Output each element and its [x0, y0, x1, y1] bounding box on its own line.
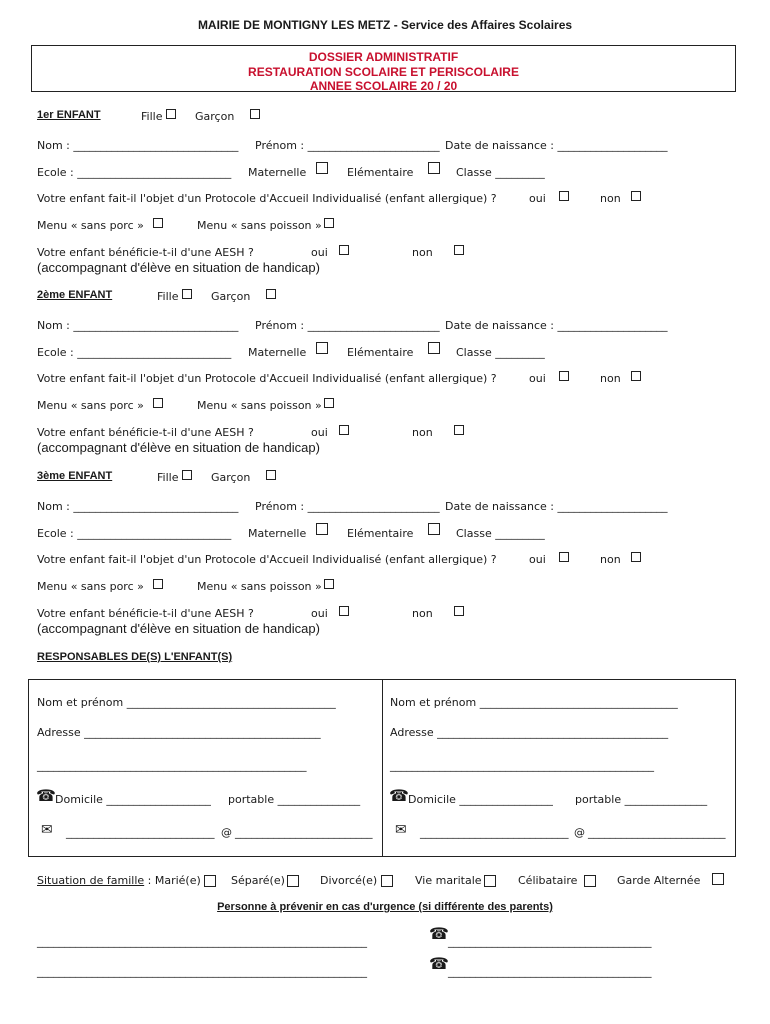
elementaire-label: Elémentaire — [347, 346, 414, 359]
sans-poisson-label: Menu « sans poisson » — [197, 580, 322, 593]
header-box — [31, 45, 736, 92]
prenom-field[interactable]: Prénom : ________________________ — [255, 319, 440, 332]
responsables-divider — [382, 679, 383, 857]
pai-oui-label: oui — [529, 553, 546, 566]
resp2-adresse2-field[interactable]: ________________________________________________ — [390, 759, 654, 772]
sans-poisson-checkbox[interactable] — [324, 579, 334, 589]
resp1-adresse-field[interactable]: Adresse ___________________________________________ — [37, 726, 321, 739]
aesh-question: Votre enfant bénéficie-t-il d'une AESH ? — [37, 607, 254, 620]
header-line-2: RESTAURATION SCOLAIRE ET PERISCOLAIRE — [248, 65, 519, 79]
classe-field[interactable]: Classe _________ — [456, 346, 545, 359]
page-title: MAIRIE DE MONTIGNY LES METZ - Service des Affaires Scolaires — [197, 18, 573, 32]
resp1-adresse2-field[interactable]: _________________________________________________ — [37, 759, 307, 772]
aesh-oui-checkbox[interactable] — [339, 606, 349, 616]
resp2-domicile-field[interactable]: Domicile _________________ — [408, 793, 553, 806]
pai-oui-label: oui — [529, 192, 546, 205]
aesh-note: (accompagnant d'élève en situation de handicap) — [37, 440, 320, 455]
famille-vie-maritale-label: Vie maritale — [415, 874, 482, 887]
pai-non-checkbox[interactable] — [631, 191, 641, 201]
resp2-adresse-field[interactable]: Adresse __________________________________________ — [390, 726, 669, 739]
sans-poisson-label: Menu « sans poisson » — [197, 219, 322, 232]
aesh-oui-label: oui — [311, 246, 328, 259]
resp2-nom-field[interactable]: Nom et prénom ____________________________________ — [390, 696, 678, 709]
telephone-icon: ☎ — [389, 786, 409, 805]
resp2-email-at: @ — [574, 826, 585, 839]
pai-question: Votre enfant fait-il l'objet d'un Protocole d'Accueil Individualisé (enfant allergique) ? — [37, 192, 497, 205]
ecole-field[interactable]: Ecole : ____________________________ — [37, 346, 232, 359]
ecole-field[interactable]: Ecole : ____________________________ — [37, 166, 232, 179]
fille-checkbox[interactable] — [166, 109, 176, 119]
garcon-checkbox[interactable] — [266, 470, 276, 480]
aesh-question: Votre enfant bénéficie-t-il d'une AESH ? — [37, 246, 254, 259]
famille-celibataire-label: Célibataire — [518, 874, 578, 887]
resp1-email-at: @ — [221, 826, 232, 839]
elementaire-checkbox[interactable] — [428, 342, 440, 354]
telephone-icon: ☎ — [36, 786, 56, 805]
fille-label: Fille — [141, 110, 163, 123]
pai-oui-checkbox[interactable] — [559, 552, 569, 562]
divorce-checkbox[interactable] — [381, 875, 393, 887]
garcon-checkbox[interactable] — [266, 289, 276, 299]
elementaire-label: Elémentaire — [347, 166, 414, 179]
garcon-label: Garçon — [211, 290, 251, 303]
urgence-name-field-2[interactable]: ____________________________________________________________ — [37, 965, 367, 978]
pai-non-checkbox[interactable] — [631, 552, 641, 562]
aesh-non-label: non — [412, 607, 433, 620]
urgence-phone-field-2[interactable]: _____________________________________ — [448, 965, 652, 978]
child-title: 2ème ENFANT — [37, 289, 113, 301]
marie-checkbox[interactable] — [204, 875, 216, 887]
famille-label: Situation de famille — [37, 874, 145, 887]
aesh-oui-checkbox[interactable] — [339, 425, 349, 435]
sans-poisson-checkbox[interactable] — [324, 218, 334, 228]
telephone-icon: ☎ — [429, 954, 449, 973]
resp2-email-user-field[interactable]: ___________________________ — [420, 826, 569, 839]
fille-label: Fille — [157, 471, 179, 484]
maternelle-checkbox[interactable] — [316, 342, 328, 354]
resp2-portable-field[interactable]: portable _______________ — [575, 793, 708, 806]
pai-non-checkbox[interactable] — [631, 371, 641, 381]
classe-field[interactable]: Classe _________ — [456, 527, 545, 540]
urgence-phone-field-1[interactable]: _____________________________________ — [448, 935, 652, 948]
fille-checkbox[interactable] — [182, 470, 192, 480]
famille-separe-label: Séparé(e) — [231, 874, 285, 887]
pai-question: Votre enfant fait-il l'objet d'un Protocole d'Accueil Individualisé (enfant allergique) ? — [37, 372, 497, 385]
elementaire-checkbox[interactable] — [428, 162, 440, 174]
nom-field[interactable]: Nom : ______________________________ — [37, 139, 239, 152]
fille-checkbox[interactable] — [182, 289, 192, 299]
header-line-3: ANNEE SCOLAIRE 20 / 20 — [309, 79, 458, 93]
sans-porc-label: Menu « sans porc » — [37, 580, 144, 593]
child-title: 3ème ENFANT — [37, 470, 113, 482]
maternelle-checkbox[interactable] — [316, 162, 328, 174]
sans-porc-label: Menu « sans porc » — [37, 399, 144, 412]
urgence-name-field-1[interactable]: ____________________________________________________________ — [37, 935, 367, 948]
aesh-question: Votre enfant bénéficie-t-il d'une AESH ? — [37, 426, 254, 439]
aesh-oui-label: oui — [311, 426, 328, 439]
sans-porc-checkbox[interactable] — [153, 398, 163, 408]
sans-porc-label: Menu « sans porc » — [37, 219, 144, 232]
separe-checkbox[interactable] — [287, 875, 299, 887]
prenom-field[interactable]: Prénom : ________________________ — [255, 500, 440, 513]
aesh-note: (accompagnant d'élève en situation de handicap) — [37, 260, 320, 275]
garcon-checkbox[interactable] — [250, 109, 260, 119]
pai-oui-checkbox[interactable] — [559, 371, 569, 381]
resp1-portable-field[interactable]: portable _______________ — [228, 793, 361, 806]
pai-non-label: non — [600, 192, 621, 205]
urgence-title: Personne à prévenir en cas d'urgence (si différente des parents) — [217, 901, 553, 913]
pai-oui-label: oui — [529, 372, 546, 385]
famille-label-wrap — [37, 875, 201, 886]
sans-porc-checkbox[interactable] — [153, 218, 163, 228]
famille-garde-alternee-label: Garde Alternée — [617, 874, 701, 887]
aesh-note: (accompagnant d'élève en situation de handicap) — [37, 621, 320, 636]
garde-alternee-checkbox[interactable] — [712, 873, 724, 885]
aesh-non-label: non — [412, 246, 433, 259]
pai-non-label: non — [600, 553, 621, 566]
maternelle-label: Maternelle — [248, 527, 307, 540]
vie-maritale-checkbox[interactable] — [484, 875, 496, 887]
celibataire-checkbox[interactable] — [584, 875, 596, 887]
telephone-icon: ☎ — [429, 924, 449, 943]
maternelle-label: Maternelle — [248, 346, 307, 359]
pai-non-label: non — [600, 372, 621, 385]
classe-field[interactable]: Classe _________ — [456, 166, 545, 179]
resp1-email-user-field[interactable]: ___________________________ — [66, 826, 215, 839]
aesh-oui-label: oui — [311, 607, 328, 620]
child-title: 1er ENFANT — [37, 109, 101, 121]
aesh-non-checkbox[interactable] — [454, 245, 464, 255]
aesh-oui-checkbox[interactable] — [339, 245, 349, 255]
responsables-title: RESPONSABLES DE(S) L'ENFANT(S) — [37, 651, 233, 663]
envelope-icon: ✉ — [41, 822, 53, 838]
maternelle-checkbox[interactable] — [316, 523, 328, 535]
resp2-email-domain-field[interactable]: _________________________ — [588, 826, 726, 839]
nom-field[interactable]: Nom : ______________________________ — [37, 500, 239, 513]
pai-question: Votre enfant fait-il l'objet d'un Protocole d'Accueil Individualisé (enfant allergique) ? — [37, 553, 497, 566]
date-naissance-field[interactable]: Date de naissance : ____________________ — [445, 319, 668, 332]
famille-colon: : — [144, 874, 155, 887]
elementaire-label: Elémentaire — [347, 527, 414, 540]
date-naissance-field[interactable]: Date de naissance : ____________________ — [445, 139, 668, 152]
maternelle-label: Maternelle — [248, 166, 307, 179]
resp1-email-domain-field[interactable]: _________________________ — [235, 826, 373, 839]
sans-poisson-checkbox[interactable] — [324, 398, 334, 408]
fille-label: Fille — [157, 290, 179, 303]
ecole-field[interactable]: Ecole : ____________________________ — [37, 527, 232, 540]
resp1-domicile-field[interactable]: Domicile ___________________ — [55, 793, 211, 806]
date-naissance-field[interactable]: Date de naissance : ____________________ — [445, 500, 668, 513]
prenom-field[interactable]: Prénom : ________________________ — [255, 139, 440, 152]
sans-porc-checkbox[interactable] — [153, 579, 163, 589]
resp1-nom-field[interactable]: Nom et prénom ______________________________________ — [37, 696, 336, 709]
aesh-non-checkbox[interactable] — [454, 606, 464, 616]
garcon-label: Garçon — [195, 110, 235, 123]
nom-field[interactable]: Nom : ______________________________ — [37, 319, 239, 332]
envelope-icon: ✉ — [395, 822, 407, 838]
famille-divorce-label: Divorcé(e) — [320, 874, 378, 887]
famille-marie-label: Marié(e) — [154, 874, 201, 887]
pai-oui-checkbox[interactable] — [559, 191, 569, 201]
header-line-1: DOSSIER ADMINISTRATIF — [308, 50, 459, 64]
aesh-non-checkbox[interactable] — [454, 425, 464, 435]
sans-poisson-label: Menu « sans poisson » — [197, 399, 322, 412]
aesh-non-label: non — [412, 426, 433, 439]
garcon-label: Garçon — [211, 471, 251, 484]
elementaire-checkbox[interactable] — [428, 523, 440, 535]
